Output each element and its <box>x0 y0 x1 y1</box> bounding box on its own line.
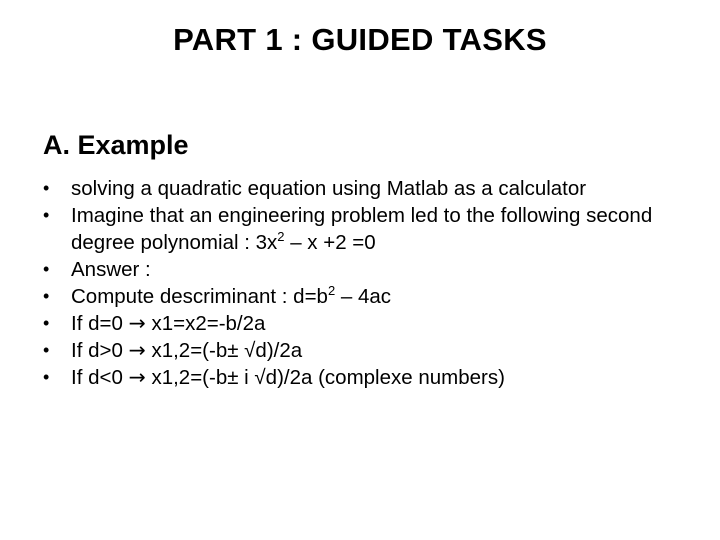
section-heading: A. Example <box>43 130 189 160</box>
bullet-icon: • <box>43 340 50 360</box>
bullet-item-discriminant <box>43 283 693 310</box>
bullet-text: Compute descriminant : d=b <box>71 285 328 308</box>
bullet-text-tail: x1=x2=-b/2a <box>145 312 266 335</box>
bullet-icon: • <box>43 178 50 198</box>
bullet-icon: • <box>43 259 50 279</box>
bullet-icon: • <box>43 205 50 225</box>
bullet-icon: • <box>43 313 50 333</box>
bullet-item-answer <box>43 256 693 283</box>
bullet-text-tail: x1,2=(-b± √d)/2a <box>145 339 303 362</box>
bullet-text: If d>0 <box>71 339 129 362</box>
bullet-text: solving a quadratic equation using Matlab as a calculator <box>71 177 587 200</box>
bullet-text: If d<0 <box>71 366 129 389</box>
exponent: 2 <box>277 229 285 245</box>
bullet-item-d-zero <box>43 310 693 337</box>
bullet-icon: • <box>43 286 50 306</box>
slide-title: PART 1 : GUIDED TASKS <box>173 22 547 57</box>
arrow-right-icon: → <box>128 338 146 362</box>
arrow-right-icon: → <box>128 365 146 389</box>
bullet-item-d-positive <box>43 337 693 364</box>
bullet-text: Answer : <box>71 258 151 281</box>
bullet-text-tail: – 4ac <box>335 285 392 308</box>
bullet-item-d-negative <box>43 364 693 391</box>
bullet-item-polynomial <box>43 202 693 256</box>
bullet-list <box>43 175 693 391</box>
bullet-text-tail: x1,2=(-b± i √d)/2a (complexe numbers) <box>145 366 505 389</box>
bullet-text: Imagine that an engineering problem led to the following second degree polynomial : 3x <box>71 204 653 254</box>
bullet-text: If d=0 <box>71 312 129 335</box>
exponent: 2 <box>327 283 336 299</box>
bullet-icon: • <box>43 367 50 387</box>
bullet-text-tail: – x +2 =0 <box>284 231 376 254</box>
arrow-right-icon: → <box>128 311 146 335</box>
bullet-item-matlab <box>43 175 693 202</box>
